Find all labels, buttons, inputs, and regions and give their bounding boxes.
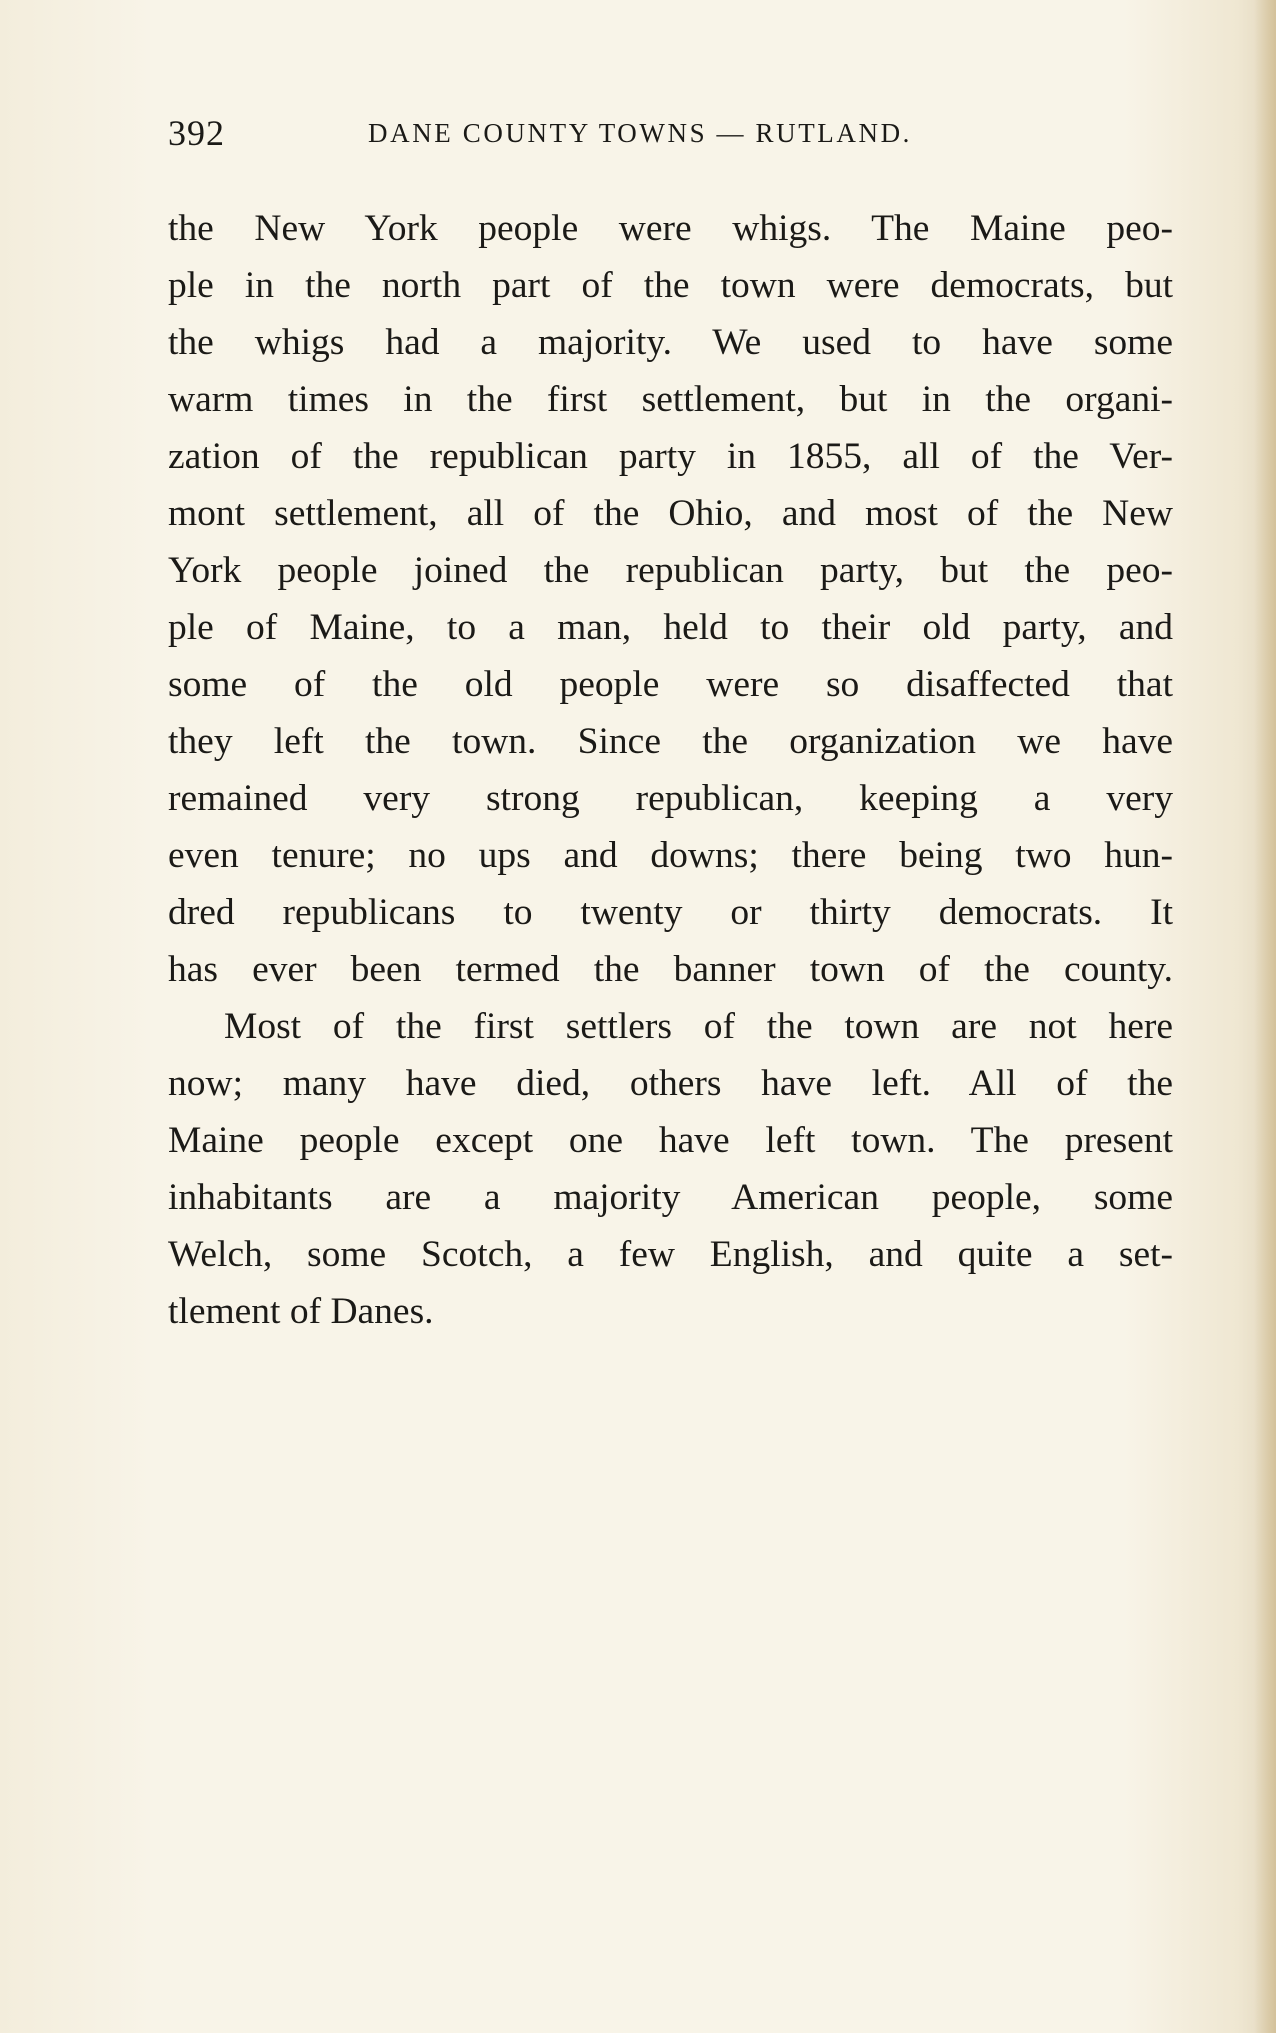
body-text (168, 200, 1173, 1340)
text-line: they left the town. Since the organization we have (168, 721, 1173, 762)
text-line: ple in the north part of the town were democrats, but (168, 265, 1173, 306)
page-number: 392 (168, 113, 225, 153)
text-line: zation of the republican party in 1855, all of the Ver- (168, 436, 1173, 477)
text-line: ple of Maine, to a man, held to their old party, and (168, 607, 1173, 648)
text-line: the New York people were whigs. The Maine peo- (168, 208, 1173, 249)
paragraph-1 (168, 200, 1173, 998)
text-line: remained very strong republican, keeping a very (168, 778, 1173, 819)
page-edge-shadow (1254, 0, 1276, 2033)
running-head-title: DANE COUNTY TOWNS — RUTLAND. (368, 118, 913, 148)
text-line: dred republicans to twenty or thirty democrats. It (168, 892, 1173, 933)
paragraph-2 (168, 998, 1173, 1340)
text-line: Maine people except one have left town. The present (168, 1120, 1173, 1161)
text-line: even tenure; no ups and downs; there being two hun- (168, 835, 1173, 876)
text-line: mont settlement, all of the Ohio, and most of the New (168, 493, 1173, 534)
text-line: tlement of Danes. (168, 1291, 434, 1332)
text-line: warm times in the first settlement, but in the organi- (168, 379, 1173, 420)
text-line: inhabitants are a majority American people, some (168, 1177, 1173, 1218)
running-head (168, 112, 1178, 162)
text-line: the whigs had a majority. We used to have some (168, 322, 1173, 363)
text-line: Most of the first settlers of the town are not here (224, 1006, 1173, 1047)
text-line: has ever been termed the banner town of the county. (168, 949, 1173, 990)
text-line: York people joined the republican party, but the peo- (168, 550, 1173, 591)
text-line: Welch, some Scotch, a few English, and quite a set- (168, 1234, 1173, 1275)
text-line: some of the old people were so disaffected that (168, 664, 1173, 705)
text-line: now; many have died, others have left. All of the (168, 1063, 1173, 1104)
